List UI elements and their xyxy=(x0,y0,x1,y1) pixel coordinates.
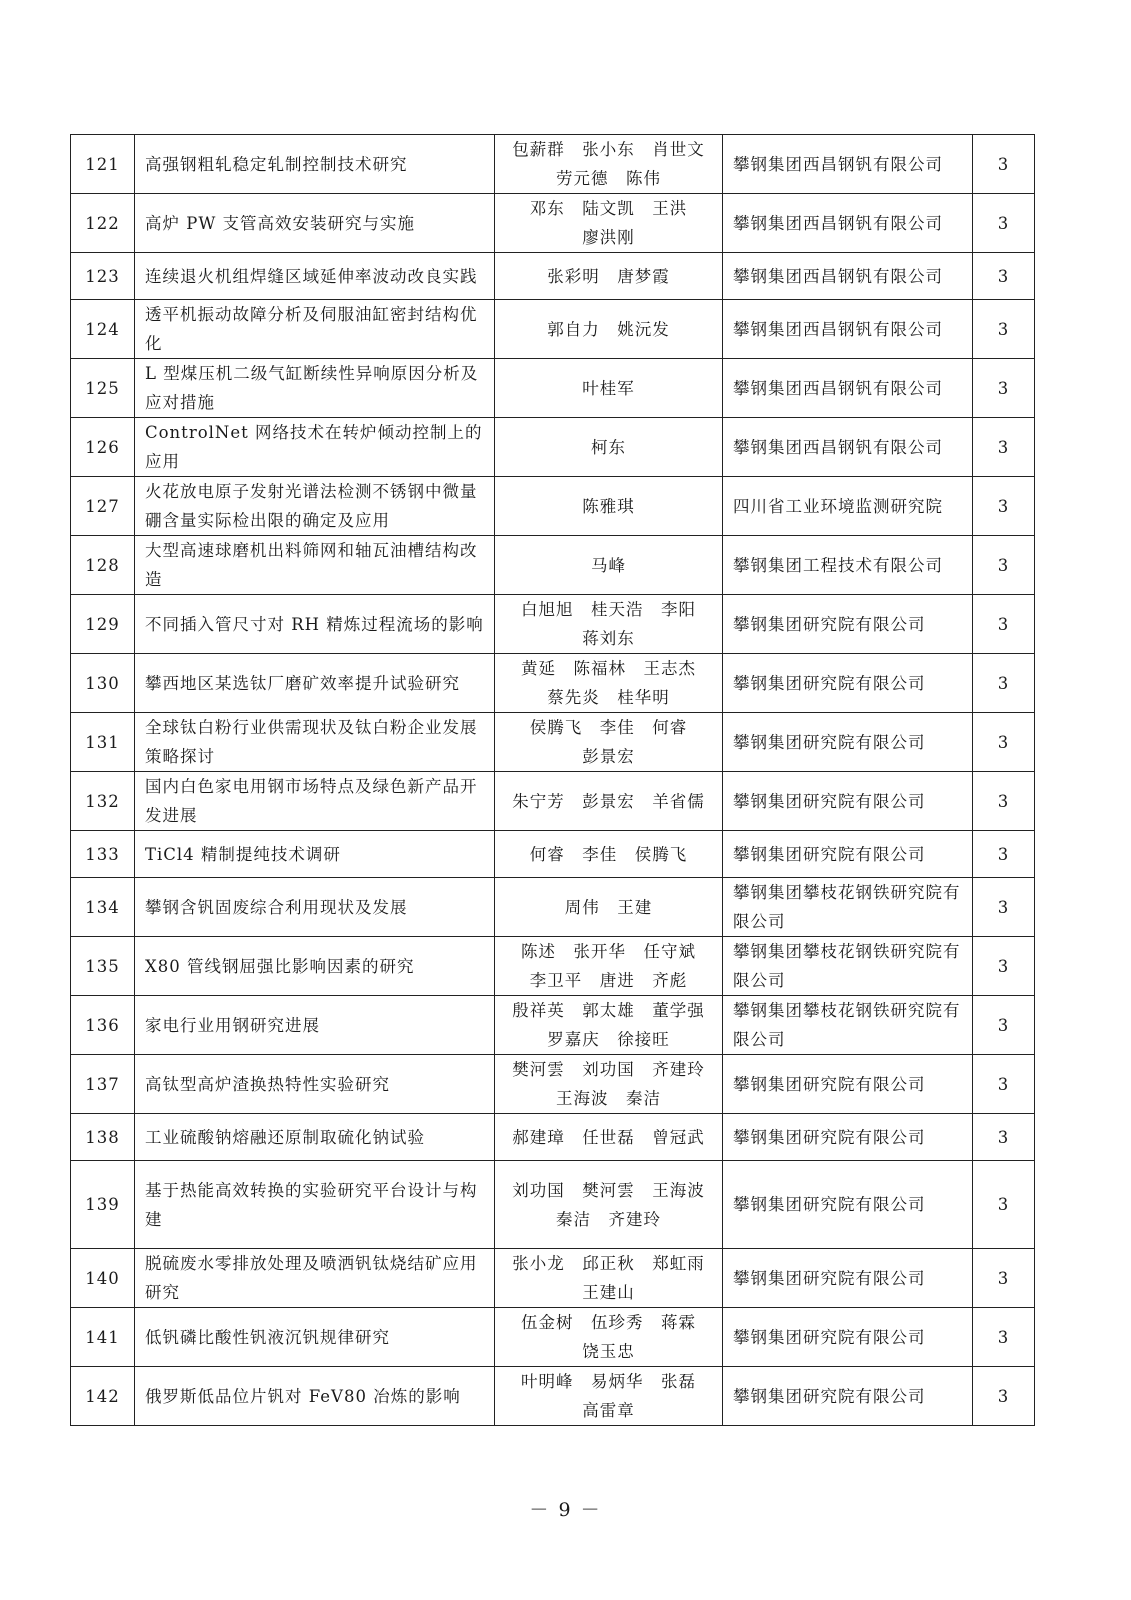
author-line: 伍金树 伍珍秀 蒋霖 xyxy=(521,1313,696,1332)
entry-title: 连续退火机组焊缝区域延伸率波动改良实践 xyxy=(135,253,495,300)
author-line: 高雷章 xyxy=(582,1401,635,1420)
author-line: 殷祥英 郭太雄 董学强 xyxy=(512,1001,705,1020)
author-line: 陈雅琪 xyxy=(582,496,635,516)
entry-number: 141 xyxy=(71,1308,135,1367)
table-row xyxy=(71,713,1035,772)
entry-number: 133 xyxy=(71,831,135,878)
entry-organization: 攀钢集团西昌钢钒有限公司 xyxy=(723,253,973,300)
entry-title: 高钛型高炉渣换热特性实验研究 xyxy=(135,1055,495,1114)
page-number: － 9 － xyxy=(529,1499,602,1521)
entry-organization: 攀钢集团攀枝花钢铁研究院有限公司 xyxy=(723,996,973,1055)
entry-organization: 攀钢集团研究院有限公司 xyxy=(723,654,973,713)
table-row xyxy=(71,300,1035,359)
entry-number: 124 xyxy=(71,300,135,359)
entry-title: 攀钢含钒固废综合利用现状及发展 xyxy=(135,878,495,937)
entry-organization: 攀钢集团工程技术有限公司 xyxy=(723,536,973,595)
awards-table xyxy=(70,134,1035,1426)
entry-authors xyxy=(495,878,723,937)
entry-title: 脱硫废水零排放处理及喷洒钒钛烧结矿应用研究 xyxy=(135,1249,495,1308)
entry-organization: 攀钢集团攀枝花钢铁研究院有限公司 xyxy=(723,937,973,996)
entry-authors xyxy=(495,1161,723,1249)
entry-organization: 攀钢集团研究院有限公司 xyxy=(723,1114,973,1161)
entry-authors xyxy=(495,772,723,831)
entry-award-level: 3 xyxy=(973,194,1035,253)
author-line: 罗嘉庆 徐接旺 xyxy=(547,1030,670,1049)
author-line: 蒋刘东 xyxy=(582,629,635,648)
entry-award-level: 3 xyxy=(973,595,1035,654)
entry-award-level: 3 xyxy=(973,1055,1035,1114)
table-row xyxy=(71,1055,1035,1114)
entry-number: 131 xyxy=(71,713,135,772)
entry-title: 攀西地区某选钛厂磨矿效率提升试验研究 xyxy=(135,654,495,713)
entry-number: 136 xyxy=(71,996,135,1055)
author-line: 侯腾飞 李佳 何睿 xyxy=(529,718,688,737)
entry-award-level: 3 xyxy=(973,300,1035,359)
table-row xyxy=(71,536,1035,595)
entry-organization: 攀钢集团攀枝花钢铁研究院有限公司 xyxy=(723,878,973,937)
table-row xyxy=(71,418,1035,477)
entry-number: 123 xyxy=(71,253,135,300)
entry-authors xyxy=(495,1114,723,1161)
entry-number: 142 xyxy=(71,1367,135,1426)
entry-number: 137 xyxy=(71,1055,135,1114)
entry-authors xyxy=(495,1249,723,1308)
entry-number: 134 xyxy=(71,878,135,937)
entry-title: 国内白色家电用钢市场特点及绿色新产品开发进展 xyxy=(135,772,495,831)
entry-title: 家电行业用钢研究进展 xyxy=(135,996,495,1055)
author-line: 周伟 王建 xyxy=(564,897,653,917)
entry-number: 132 xyxy=(71,772,135,831)
author-line: 邓东 陆文凯 王洪 xyxy=(529,199,688,218)
table-row xyxy=(71,831,1035,878)
entry-authors xyxy=(495,1308,723,1367)
entry-authors xyxy=(495,595,723,654)
table-row xyxy=(71,477,1035,536)
entry-award-level: 3 xyxy=(973,418,1035,477)
entry-award-level: 3 xyxy=(973,772,1035,831)
author-line: 叶明峰 易炳华 张磊 xyxy=(521,1372,696,1391)
author-line: 张小龙 邱正秋 郑虹雨 xyxy=(512,1254,705,1273)
entry-number: 130 xyxy=(71,654,135,713)
author-line: 白旭旭 桂天浩 李阳 xyxy=(521,600,696,619)
entry-title: X80 管线钢屈强比影响因素的研究 xyxy=(135,937,495,996)
author-line: 饶玉忠 xyxy=(582,1342,635,1361)
entry-award-level: 3 xyxy=(973,1161,1035,1249)
entry-title: 高炉 PW 支管高效安装研究与实施 xyxy=(135,194,495,253)
entry-award-level: 3 xyxy=(973,1367,1035,1426)
entry-organization: 攀钢集团研究院有限公司 xyxy=(723,1161,973,1249)
entry-award-level: 3 xyxy=(973,253,1035,300)
entry-title: 不同插入管尺寸对 RH 精炼过程流场的影响 xyxy=(135,595,495,654)
author-line: 朱宁芳 彭景宏 羊省儒 xyxy=(512,791,705,811)
author-line: 陈述 张开华 任守斌 xyxy=(521,942,696,961)
entry-number: 125 xyxy=(71,359,135,418)
entry-organization: 攀钢集团研究院有限公司 xyxy=(723,713,973,772)
entry-number: 140 xyxy=(71,1249,135,1308)
table-row xyxy=(71,1367,1035,1426)
entry-title: L 型煤压机二级气缸断续性异响原因分析及应对措施 xyxy=(135,359,495,418)
entry-authors xyxy=(495,359,723,418)
entry-authors xyxy=(495,135,723,194)
entry-number: 126 xyxy=(71,418,135,477)
entry-award-level: 3 xyxy=(973,878,1035,937)
table-row xyxy=(71,359,1035,418)
entry-number: 122 xyxy=(71,194,135,253)
author-line: 黄延 陈福林 王志杰 xyxy=(521,659,696,678)
author-line: 蔡先炎 桂华明 xyxy=(547,688,670,707)
author-line: 柯东 xyxy=(591,437,626,457)
entry-organization: 攀钢集团西昌钢钒有限公司 xyxy=(723,300,973,359)
entry-title: 高强钢粗轧稳定轧制控制技术研究 xyxy=(135,135,495,194)
table-row xyxy=(71,135,1035,194)
author-line: 王海波 秦洁 xyxy=(556,1089,661,1108)
entry-organization: 攀钢集团研究院有限公司 xyxy=(723,831,973,878)
entry-award-level: 3 xyxy=(973,831,1035,878)
entry-award-level: 3 xyxy=(973,536,1035,595)
entry-number: 138 xyxy=(71,1114,135,1161)
author-line: 秦洁 齐建玲 xyxy=(556,1209,661,1229)
author-line: 张彩明 唐梦霞 xyxy=(547,266,670,286)
table-row xyxy=(71,772,1035,831)
author-line: 包薪群 张小东 肖世文 xyxy=(512,140,705,159)
entry-authors xyxy=(495,996,723,1055)
entry-authors xyxy=(495,418,723,477)
entry-award-level: 3 xyxy=(973,135,1035,194)
entry-authors xyxy=(495,194,723,253)
entry-organization: 攀钢集团研究院有限公司 xyxy=(723,1308,973,1367)
entry-award-level: 3 xyxy=(973,713,1035,772)
table-row xyxy=(71,595,1035,654)
entry-authors xyxy=(495,253,723,300)
entry-organization: 攀钢集团研究院有限公司 xyxy=(723,1367,973,1426)
entry-award-level: 3 xyxy=(973,1249,1035,1308)
entry-award-level: 3 xyxy=(973,654,1035,713)
entry-title: TiCl4 精制提纯技术调研 xyxy=(135,831,495,878)
entry-title: 火花放电原子发射光谱法检测不锈钢中微量硼含量实际检出限的确定及应用 xyxy=(135,477,495,536)
entry-organization: 攀钢集团研究院有限公司 xyxy=(723,1055,973,1114)
awards-table-body xyxy=(71,135,1035,1426)
entry-award-level: 3 xyxy=(973,359,1035,418)
table-row xyxy=(71,654,1035,713)
entry-number: 121 xyxy=(71,135,135,194)
author-line: 王建山 xyxy=(582,1283,635,1302)
entry-award-level: 3 xyxy=(973,477,1035,536)
entry-authors xyxy=(495,654,723,713)
entry-title: 俄罗斯低品位片钒对 FeV80 冶炼的影响 xyxy=(135,1367,495,1426)
entry-number: 129 xyxy=(71,595,135,654)
entry-authors xyxy=(495,1055,723,1114)
entry-number: 139 xyxy=(71,1161,135,1249)
table-row xyxy=(71,1114,1035,1161)
entry-authors xyxy=(495,536,723,595)
entry-authors xyxy=(495,831,723,878)
entry-number: 135 xyxy=(71,937,135,996)
author-line: 劳元德 陈伟 xyxy=(556,169,661,188)
entry-organization: 攀钢集团西昌钢钒有限公司 xyxy=(723,359,973,418)
author-line: 马峰 xyxy=(591,555,626,575)
author-line: 郝建璋 任世磊 曾冠武 xyxy=(512,1127,705,1147)
entry-organization: 攀钢集团西昌钢钒有限公司 xyxy=(723,135,973,194)
entry-organization: 攀钢集团西昌钢钒有限公司 xyxy=(723,418,973,477)
author-line: 刘功国 樊河雲 王海波 xyxy=(512,1180,705,1200)
entry-authors xyxy=(495,937,723,996)
table-row xyxy=(71,937,1035,996)
table-row xyxy=(71,1161,1035,1249)
entry-title: 大型高速球磨机出料筛网和轴瓦油槽结构改造 xyxy=(135,536,495,595)
author-line: 樊河雲 刘功国 齐建玲 xyxy=(512,1060,705,1079)
entry-title: ControlNet 网络技术在转炉倾动控制上的应用 xyxy=(135,418,495,477)
entry-award-level: 3 xyxy=(973,996,1035,1055)
entry-authors xyxy=(495,477,723,536)
entry-award-level: 3 xyxy=(973,937,1035,996)
table-row xyxy=(71,878,1035,937)
entry-title: 工业硫酸钠熔融还原制取硫化钠试验 xyxy=(135,1114,495,1161)
entry-authors xyxy=(495,300,723,359)
author-line: 何睿 李佳 侯腾飞 xyxy=(529,844,688,864)
entry-title: 全球钛白粉行业供需现状及钛白粉企业发展策略探讨 xyxy=(135,713,495,772)
entry-authors xyxy=(495,713,723,772)
entry-authors xyxy=(495,1367,723,1426)
entry-organization: 攀钢集团研究院有限公司 xyxy=(723,595,973,654)
entry-organization: 攀钢集团研究院有限公司 xyxy=(723,772,973,831)
entry-award-level: 3 xyxy=(973,1308,1035,1367)
entry-title: 基于热能高效转换的实验研究平台设计与构建 xyxy=(135,1161,495,1249)
author-line: 彭景宏 xyxy=(582,747,635,766)
table-row xyxy=(71,253,1035,300)
entry-number: 127 xyxy=(71,477,135,536)
entry-title: 透平机振动故障分析及伺服油缸密封结构优化 xyxy=(135,300,495,359)
entry-organization: 四川省工业环境监测研究院 xyxy=(723,477,973,536)
entry-organization: 攀钢集团研究院有限公司 xyxy=(723,1249,973,1308)
table-row xyxy=(71,194,1035,253)
table-row xyxy=(71,1249,1035,1308)
entry-award-level: 3 xyxy=(973,1114,1035,1161)
author-line: 廖洪刚 xyxy=(582,228,635,247)
author-line: 李卫平 唐进 齐彪 xyxy=(529,971,688,990)
author-line: 郭自力 姚沅发 xyxy=(547,319,670,339)
entry-number: 128 xyxy=(71,536,135,595)
table-row xyxy=(71,1308,1035,1367)
author-line: 叶桂军 xyxy=(582,378,635,398)
entry-title: 低钒磷比酸性钒液沉钒规律研究 xyxy=(135,1308,495,1367)
table-row xyxy=(71,996,1035,1055)
entry-organization: 攀钢集团西昌钢钒有限公司 xyxy=(723,194,973,253)
